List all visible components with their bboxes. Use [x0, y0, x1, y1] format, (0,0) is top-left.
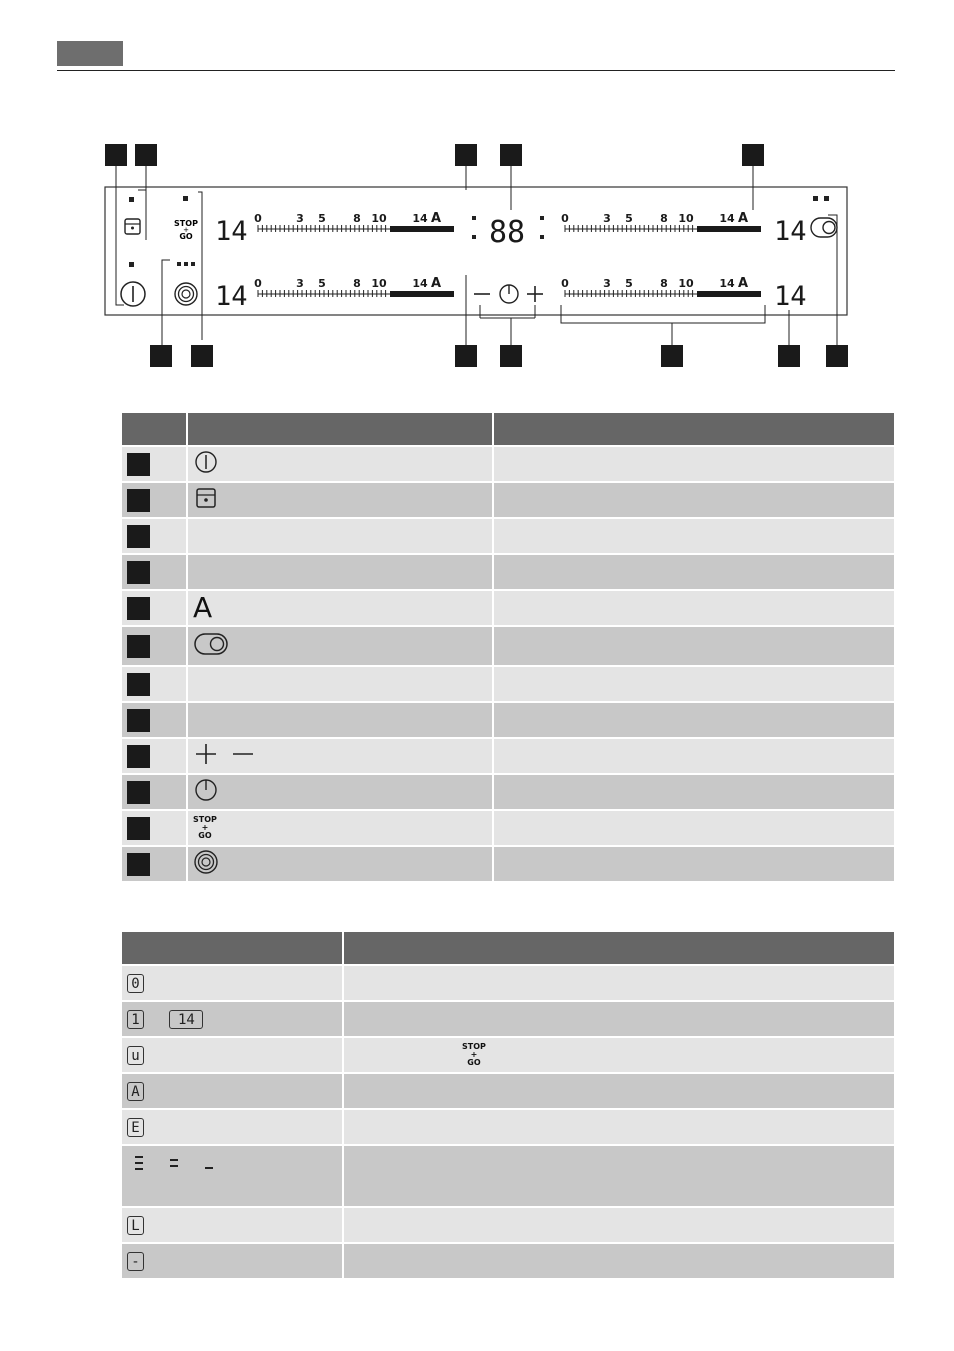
- table-row: [122, 1109, 894, 1145]
- column-header: [493, 413, 894, 446]
- residual-heat-1-icon: [205, 1167, 213, 1169]
- scale-label: 0: [561, 212, 569, 225]
- concentric-circles-icon: [193, 849, 219, 875]
- power-slider[interactable]: [254, 211, 454, 232]
- scale-label: 8: [353, 212, 361, 225]
- power-slider[interactable]: [254, 276, 454, 297]
- callout-square: [500, 345, 522, 367]
- slider-bar: [390, 291, 454, 297]
- callout-square: [778, 345, 800, 367]
- table-row: [122, 846, 894, 881]
- scale-label-a: A: [430, 211, 442, 226]
- callout-square: [742, 144, 764, 166]
- stop-label[interactable]: STOP: [174, 219, 198, 228]
- scale-label: 14: [412, 277, 428, 290]
- level-display: 14: [774, 216, 807, 247]
- plus-label: +: [183, 226, 189, 234]
- power-icon: [193, 449, 219, 475]
- scale-label: 0: [254, 212, 262, 225]
- scale-label: 14: [719, 277, 735, 290]
- stop-go-icon: STOP + GO: [193, 815, 217, 840]
- table-row: [122, 1243, 894, 1278]
- slider-bar: [390, 226, 454, 232]
- callout-square: [127, 673, 150, 696]
- plus-icon[interactable]: [527, 286, 543, 302]
- timer-icon[interactable]: [500, 285, 518, 303]
- column-header: [122, 932, 343, 965]
- slider-bar: [697, 291, 761, 297]
- scale-label-a: A: [737, 211, 749, 226]
- scale-label: 5: [318, 212, 326, 225]
- callout-square: [500, 144, 522, 166]
- go-label[interactable]: GO: [179, 232, 193, 241]
- table-row: [122, 482, 894, 518]
- scale-label: 14: [412, 212, 428, 225]
- scale-label: 5: [625, 212, 633, 225]
- callout-square: [127, 745, 150, 768]
- callout-square: [826, 345, 848, 367]
- displays-table: [122, 932, 894, 1278]
- scale-label: 5: [318, 277, 326, 290]
- display-symbol: 14: [169, 1010, 203, 1029]
- scale-label: 5: [625, 277, 633, 290]
- table-row: [122, 1145, 894, 1207]
- callout-square: [127, 489, 150, 512]
- scale-label: 3: [603, 277, 611, 290]
- scale-label: 3: [603, 212, 611, 225]
- scale-label: 3: [296, 212, 304, 225]
- callout-square: [127, 525, 150, 548]
- lock-icon: [193, 485, 219, 511]
- power-slider[interactable]: [561, 211, 761, 232]
- timer-display: 88: [489, 215, 526, 250]
- residual-heat-2-icon: [170, 1159, 178, 1167]
- display-symbol: L: [127, 1216, 144, 1235]
- table-row: [122, 446, 894, 482]
- table-row: [122, 965, 894, 1001]
- scale-label-a: A: [430, 276, 442, 291]
- callout-square: [127, 709, 150, 732]
- controls-table: [122, 413, 894, 881]
- callout-square: [150, 345, 172, 367]
- callout-square: [661, 345, 683, 367]
- scale-label: 8: [353, 277, 361, 290]
- table-row: [122, 810, 894, 846]
- display-symbol: -: [127, 1252, 144, 1271]
- column-header: [343, 932, 894, 965]
- table-row: [122, 554, 894, 590]
- callout-square: [127, 561, 150, 584]
- table-row: [122, 774, 894, 810]
- column-header: [122, 413, 187, 446]
- concentric-circles-icon[interactable]: [175, 283, 197, 305]
- scale-label: 8: [660, 277, 668, 290]
- display-symbol: E: [127, 1118, 144, 1137]
- slider-bar: [697, 226, 761, 232]
- callout-square: [127, 853, 150, 876]
- table-row: [122, 626, 894, 666]
- lock-icon[interactable]: [125, 219, 140, 234]
- plus-minus-icon: [193, 741, 263, 767]
- scale-label: 10: [678, 277, 694, 290]
- display-symbol: A: [127, 1082, 144, 1101]
- power-slider[interactable]: [561, 276, 761, 297]
- table-row: [122, 1207, 894, 1243]
- scale-label: 3: [296, 277, 304, 290]
- residual-heat-3-icon: [135, 1156, 143, 1170]
- table-row: [122, 1037, 894, 1073]
- scale-label: 0: [561, 277, 569, 290]
- table-row: [122, 1001, 894, 1037]
- table-row: [122, 590, 894, 626]
- scale-label: 10: [371, 212, 387, 225]
- table-row: [122, 518, 894, 554]
- table-row: [122, 702, 894, 738]
- display-symbol: 1: [127, 1010, 144, 1029]
- level-display: 14: [215, 216, 248, 247]
- letter-a-icon: A: [193, 591, 213, 624]
- callout-square: [135, 144, 157, 166]
- stop-go-icon: STOP + GO: [462, 1042, 486, 1067]
- bridge-toggle-icon: [193, 631, 229, 657]
- scale-label: 0: [254, 277, 262, 290]
- table-row: [122, 1073, 894, 1109]
- callout-square: [127, 781, 150, 804]
- timer-icon: [193, 777, 219, 803]
- scale-label-a: A: [737, 276, 749, 291]
- table-row: [122, 666, 894, 702]
- callout-square: [455, 144, 477, 166]
- scale-label: 10: [371, 277, 387, 290]
- callout-square: [127, 817, 150, 840]
- callout-square: [127, 597, 150, 620]
- display-symbol: 0: [127, 974, 144, 993]
- scale-label: 10: [678, 212, 694, 225]
- callout-square: [127, 635, 150, 658]
- bridge-toggle-icon[interactable]: [811, 218, 837, 237]
- level-display: 14: [774, 281, 807, 312]
- display-symbol: u: [127, 1046, 144, 1065]
- callout-square: [191, 345, 213, 367]
- callout-square: [127, 453, 150, 476]
- callout-square: [105, 144, 127, 166]
- table-row: [122, 738, 894, 774]
- control-panel-diagram: [0, 0, 954, 400]
- level-display: 14: [215, 281, 248, 312]
- scale-label: 14: [719, 212, 735, 225]
- power-icon[interactable]: [121, 282, 145, 306]
- column-header: [187, 413, 493, 446]
- callout-square: [455, 345, 477, 367]
- scale-label: 8: [660, 212, 668, 225]
